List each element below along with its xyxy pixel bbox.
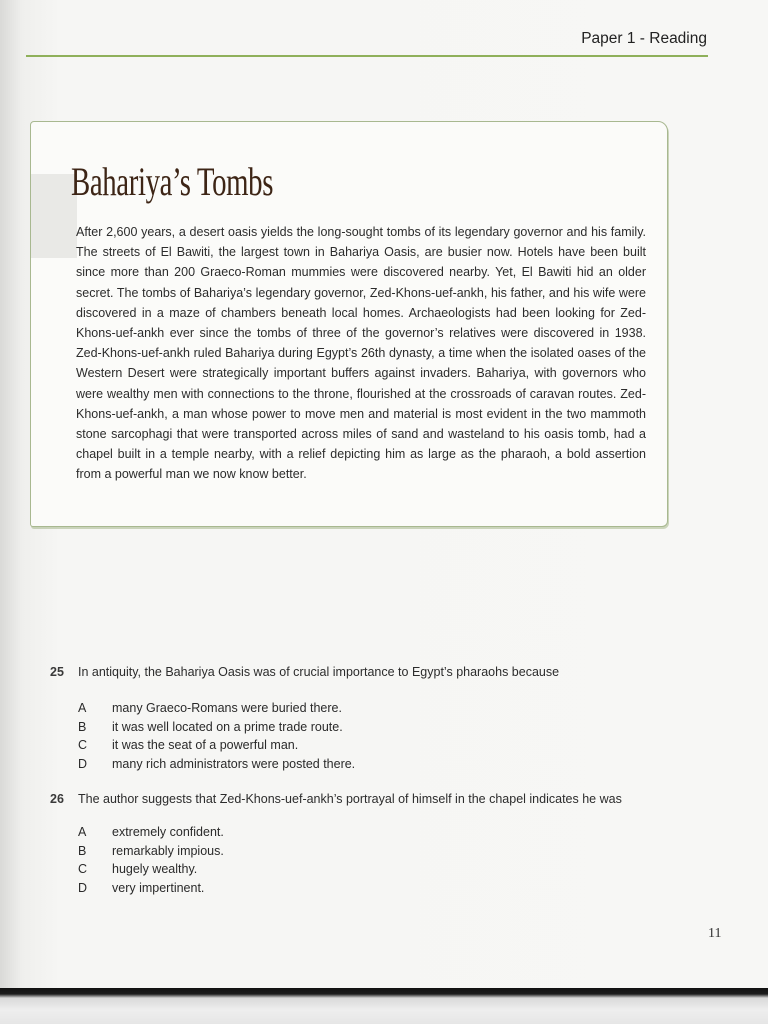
option-letter: A (78, 701, 87, 715)
option-b[interactable] (78, 720, 678, 739)
option-a[interactable] (78, 825, 678, 844)
option-letter: B (78, 843, 87, 858)
option-text: it was well located on a prime trade route. (112, 719, 343, 734)
question-number: 26 (50, 792, 64, 806)
option-d[interactable] (78, 757, 678, 776)
page-header: Paper 1 - Reading (581, 30, 707, 47)
option-letter: D (78, 880, 88, 895)
header-rule (26, 55, 708, 57)
option-letter: B (78, 719, 87, 734)
option-letter: C (78, 738, 88, 752)
option-text: very impertinent. (112, 880, 205, 895)
option-text: remarkably impious. (112, 843, 224, 858)
option-text: hugely wealthy. (112, 862, 198, 876)
option-letter: A (78, 825, 87, 839)
option-d[interactable] (78, 881, 678, 900)
passage-text: After 2,600 years, a desert oasis yields the long-sought tombs of its legendary governor and his family. The streets of El Bawiti, the largest town in Bahariya Oasis, are busier now. Hotels have been built since more than 200 Graeco-Roman mummies were discovered nearby. Yet, El Bawiti hid an older secret. The tombs of Bahariya’s legendary governor, Zed-Khons-uef-ankh, his father, and his wife were discovered in a maze of chambers beneath local homes. Archaeologists had been looking for Zed-Khons-uef-ankh ever since the tombs of three of the governor’s relatives were discovered in 1938. Zed-Khons-uef-ankh ruled Bahariya during Egypt’s 26th dynasty, a time when the isolated oases of the Western Desert were strategically important buffers against invaders. Bahariya, with governors who were wealthy men with connections to the throne, flourished at the crossroads of caravan routes. Zed-Khons-uef-ankh, a man whose power to move men and material is most evident in the two mammoth stone sarcophagi that were transported across miles of sand and wasteland to his oasis tomb, had a chapel built in a temple nearby, with a relief depicting him as large as the pharaoh, a bold assertion from a powerful man we now know better. (76, 225, 646, 482)
book-spine-shadow (0, 988, 768, 1024)
page-number: 11 (708, 926, 722, 941)
option-c[interactable] (78, 738, 678, 757)
passage-title: Bahariya’s Tombs (71, 159, 274, 204)
option-text: many Graeco-Romans were buried there. (112, 701, 342, 715)
option-b[interactable] (78, 844, 678, 863)
answer-options (78, 701, 678, 775)
passage-box (30, 121, 668, 527)
option-letter: C (78, 862, 88, 876)
option-text: extremely confident. (112, 825, 224, 839)
question-text: In antiquity, the Bahariya Oasis was of crucial importance to Egypt’s pharaohs because (78, 665, 560, 679)
question-text: The author suggests that Zed-Khons-uef-ankh’s portrayal of himself in the chapel indicates he was (78, 792, 622, 806)
option-text: many rich administrators were posted there. (112, 756, 356, 771)
question-number: 25 (50, 665, 64, 679)
answer-options (78, 825, 678, 899)
option-c[interactable] (78, 862, 678, 881)
option-a[interactable] (78, 701, 678, 720)
option-letter: D (78, 756, 88, 771)
option-text: it was the seat of a powerful man. (112, 738, 299, 752)
